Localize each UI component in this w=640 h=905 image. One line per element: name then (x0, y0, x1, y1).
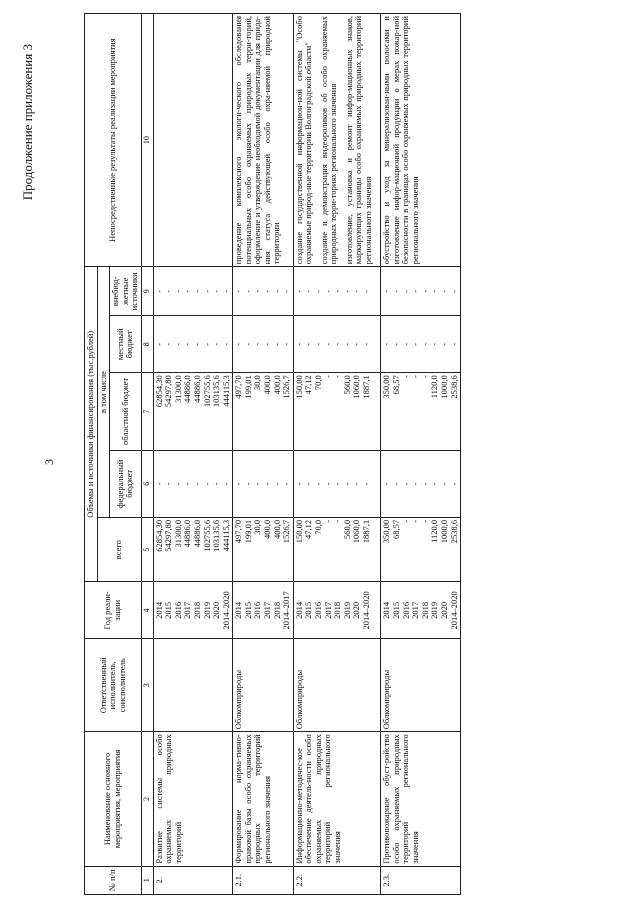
extra-budget-value: - (361, 289, 371, 293)
regional-value: - (332, 375, 343, 379)
extra-budget-value: - (191, 289, 202, 293)
regional-cell (293, 373, 381, 451)
regional-value: 70,0 (313, 375, 324, 391)
federal-value: - (211, 482, 222, 486)
total-value: 102755,6 (201, 519, 212, 552)
header-num: № п/п (85, 866, 142, 894)
local-value: - (361, 342, 371, 346)
local-value: - (262, 342, 273, 346)
total-value: 44886,0 (191, 519, 202, 548)
header-funding: Объемы и источники финансирования (тыс.рублей) (85, 267, 98, 582)
extra-budget-value: - (163, 289, 174, 293)
local-value: - (351, 342, 362, 346)
local-value: - (163, 342, 174, 346)
local-value: - (439, 342, 450, 346)
total-cell (381, 517, 461, 582)
header-name: Наименование основного мероприятия, мероприятия (85, 732, 142, 866)
year-value: 2014–2020 (220, 591, 231, 630)
local-value: - (410, 342, 421, 346)
local-value: - (303, 342, 314, 346)
local-value: - (381, 342, 392, 346)
result-cell (233, 14, 294, 267)
index-cell: 4 (141, 582, 153, 639)
local-cell (153, 316, 233, 373)
year-value: 2017 (410, 601, 421, 619)
extra-budget-value: - (419, 289, 430, 293)
year-value: 2014 (233, 601, 244, 619)
regional-value: 497,70 (233, 375, 244, 399)
regional-value: 62854,30 (153, 375, 164, 408)
measure-name: Формирование норма-тивно-правовой базы особо охраняемых природных территорий регионального значения (233, 732, 294, 866)
total-cell (293, 517, 381, 582)
extra-budget-value: - (341, 289, 352, 293)
local-value: - (313, 342, 324, 346)
year-value: 2019 (341, 601, 352, 619)
header-resp: Ответственный исполнитель, соисполнитель (85, 639, 142, 732)
federal-value: - (163, 482, 174, 486)
year-value: 2014 (293, 601, 304, 619)
regional-cell (233, 373, 294, 451)
regional-value: 199,01 (242, 375, 253, 399)
year-value: 2016 (252, 601, 263, 619)
years-cell (153, 582, 233, 639)
local-value: - (172, 342, 183, 346)
extra-budget-value: - (220, 289, 231, 293)
extra-budget-value: - (391, 289, 402, 293)
federal-value: - (172, 482, 183, 486)
row-number: 2.1. (233, 866, 294, 894)
local-value: - (391, 342, 402, 346)
header-incl: в том числе (97, 267, 110, 518)
extra-budget-value: - (242, 289, 253, 293)
extra-budget-cell (381, 267, 461, 316)
federal-value: - (429, 482, 440, 486)
federal-value: - (313, 482, 324, 486)
total-value: 199,01 (242, 519, 253, 544)
federal-value: - (182, 482, 193, 486)
extra-budget-value: - (271, 289, 282, 293)
index-cell: 2 (141, 732, 153, 866)
index-cell: 10 (141, 14, 153, 267)
total-value: 1887,1 (361, 519, 371, 544)
total-value: 103135,6 (211, 519, 222, 552)
year-value: 2018 (419, 601, 430, 619)
appendix-title: Продолжение приложения 3 (20, 44, 35, 201)
total-value: 1000,0 (439, 519, 450, 544)
extra-budget-value: - (439, 289, 450, 293)
year-value: 2017 (182, 601, 193, 619)
responsible-executor (153, 639, 233, 732)
federal-cell (293, 450, 381, 517)
local-value: - (293, 342, 304, 346)
federal-value: - (332, 482, 343, 486)
total-value: 444115,3 (220, 519, 231, 552)
year-value: 2018 (271, 601, 282, 619)
measure-name: Информационно-методичес-кое обеспечение деятель-ности особо охраняемых природных территорий регионального значения (293, 732, 381, 866)
federal-value: - (400, 482, 411, 486)
responsible-executor: Облкомприроды (293, 639, 381, 732)
year-value: 2014 (153, 601, 164, 619)
total-value: 54297,80 (163, 519, 174, 552)
regional-value: 30,0 (252, 375, 263, 391)
federal-value: - (281, 482, 292, 486)
year-value: 2015 (163, 601, 174, 619)
year-value: 2019 (201, 601, 212, 619)
federal-cell (381, 450, 461, 517)
row-number: 2.3. (381, 866, 461, 894)
regional-value: 400,0 (271, 375, 282, 395)
regional-value: 1120,0 (429, 375, 440, 399)
local-value: - (242, 342, 253, 346)
total-value: 2538,6 (448, 519, 459, 544)
total-value: 1060,0 (351, 519, 362, 544)
year-value: 2017 (322, 601, 333, 619)
index-cell: 7 (141, 373, 153, 451)
extra-budget-cell (293, 267, 381, 316)
extra-budget-value: - (400, 289, 411, 293)
year-value: 2016 (172, 601, 183, 619)
total-value: 150,00 (293, 519, 304, 544)
total-value: 400,0 (271, 519, 282, 539)
total-value: 30,0 (252, 519, 263, 535)
regional-value: 400,0 (262, 375, 273, 395)
federal-value: - (271, 482, 282, 486)
federal-value: - (381, 482, 392, 486)
federal-value: - (448, 482, 459, 486)
regional-value: - (419, 375, 430, 379)
year-value: 2016 (313, 601, 324, 619)
regional-value: - (400, 375, 411, 379)
federal-value: - (341, 482, 352, 486)
regional-value: 103135,6 (211, 375, 222, 408)
year-value: 2014 (381, 601, 392, 619)
total-value: 44886,0 (182, 519, 193, 548)
local-value: - (201, 342, 212, 346)
regional-value: 444115,3 (220, 375, 231, 407)
total-value: - (332, 519, 343, 523)
federal-value: - (439, 482, 450, 486)
regional-cell (381, 373, 461, 451)
local-value: - (332, 342, 343, 346)
year-value: 2015 (242, 601, 253, 619)
index-cell: 3 (141, 639, 153, 732)
local-value: - (211, 342, 222, 346)
total-value: - (410, 519, 421, 523)
total-cell (153, 517, 233, 582)
year-value: 2014–2020 (448, 591, 459, 630)
federal-cell (153, 450, 233, 517)
total-value: - (400, 519, 411, 523)
header-ext: внебюд-жетные источники (110, 267, 142, 316)
total-cell (233, 517, 294, 582)
federal-value: - (242, 482, 253, 486)
total-value: - (419, 519, 430, 523)
federal-value: - (153, 482, 164, 486)
extra-budget-value: - (410, 289, 421, 293)
year-value: 2020 (351, 601, 362, 619)
extra-budget-value: - (172, 289, 183, 293)
measure-name: Развитие системы особо охраняемых природных территорий (153, 732, 233, 866)
years-cell (381, 582, 461, 639)
local-value: - (322, 342, 333, 346)
year-value: 2015 (303, 601, 314, 619)
extra-budget-value: - (252, 289, 263, 293)
header-fed: федеральный бюджет (110, 450, 142, 517)
local-value: - (281, 342, 292, 346)
total-value: 400,0 (262, 519, 273, 539)
header-result: Непосредственные результаты реализации мероприятия (85, 14, 142, 267)
federal-cell (233, 450, 294, 517)
extra-budget-value: - (448, 289, 459, 293)
extra-budget-value: - (351, 289, 362, 293)
local-cell (233, 316, 294, 373)
year-value: 2020 (439, 601, 450, 619)
extra-budget-value: - (322, 289, 333, 293)
regional-value: 44886,0 (191, 375, 202, 403)
regional-value: 1000,0 (439, 375, 450, 399)
total-value: - (322, 519, 333, 523)
index-cell: 6 (141, 450, 153, 517)
regional-value: 31300,0 (172, 375, 183, 403)
extra-budget-cell (233, 267, 294, 316)
regional-value: 1526,7 (281, 375, 292, 399)
total-value: 68,57 (391, 519, 402, 539)
extra-budget-value: - (233, 289, 244, 293)
regional-value: - (322, 375, 333, 379)
local-value: - (153, 342, 164, 346)
years-cell (293, 582, 381, 639)
extra-budget-value: - (153, 289, 164, 293)
regional-value: 2538,6 (448, 375, 459, 399)
year-value: 2020 (211, 601, 222, 619)
total-value: 350,00 (381, 519, 392, 544)
regional-value: 1887,1 (361, 375, 371, 399)
extra-budget-value: - (281, 289, 292, 293)
page-number: 3 (42, 459, 56, 465)
measure-name: Противопожарное обуст-ройство особо охраняемых природных территорий регионального значения (381, 732, 461, 866)
index-row (141, 14, 153, 895)
result-cell (153, 14, 233, 267)
local-value: - (191, 342, 202, 346)
year-value: 2018 (332, 601, 343, 619)
header-reg: областной бюджет (110, 373, 142, 451)
row-number: 2.2. (293, 866, 381, 894)
extra-budget-value: - (332, 289, 343, 293)
local-value: - (429, 342, 440, 346)
federal-value: - (233, 482, 244, 486)
regional-value: - (410, 375, 421, 379)
result-paragraph: создание государственной информацион-ной системы "Особо охраняемые природ-ные территории Волгоградской области" (293, 16, 314, 265)
year-value: 2014–2017 (281, 591, 292, 630)
federal-value: - (252, 482, 263, 486)
regional-value: 47,12 (303, 375, 314, 395)
regional-value: 102755,6 (201, 375, 212, 408)
extra-budget-value: - (429, 289, 440, 293)
header-loc: местный бюджет (110, 316, 142, 373)
federal-value: - (191, 482, 202, 486)
extra-budget-value: - (211, 289, 222, 293)
table-row (153, 14, 233, 895)
local-value: - (400, 342, 411, 346)
result-cell (381, 14, 461, 267)
table-row (381, 14, 461, 895)
year-value: 2019 (429, 601, 440, 619)
header-total: всего (97, 517, 141, 582)
regional-cell (153, 373, 233, 451)
federal-value: - (410, 482, 421, 486)
federal-value: - (391, 482, 402, 486)
federal-value: - (201, 482, 212, 486)
local-cell (381, 316, 461, 373)
total-value: 31300,0 (172, 519, 183, 548)
index-cell: 8 (141, 316, 153, 373)
index-cell: 9 (141, 267, 153, 316)
local-value: - (341, 342, 352, 346)
table-row (293, 14, 381, 895)
year-value: 2017 (262, 601, 273, 619)
extra-budget-value: - (201, 289, 212, 293)
header-year: Год реали-зации (85, 582, 142, 639)
regional-value: 150,00 (293, 375, 304, 399)
result-paragraph: проведение комплексного экологи-ческого обследования потенциальных особо охраняемых природных терри-торий, оформление и утверждение необходимой документации для прида-ния статуса действующей особо охра-няемой природной территории (233, 16, 282, 265)
total-value: 1526,7 (281, 519, 292, 544)
index-cell: 5 (141, 517, 153, 582)
years-cell (233, 582, 294, 639)
regional-value: 44886,0 (182, 375, 193, 403)
federal-value: - (262, 482, 273, 486)
year-value: 2015 (391, 601, 402, 619)
regional-value: 68,57 (391, 375, 402, 395)
federal-value: - (361, 482, 371, 486)
extra-budget-value: - (303, 289, 314, 293)
total-value: 70,0 (313, 519, 324, 535)
result-paragraph: создание и демонстрация видеороликов об особо охраняемых природных терри-ториях регионального значения (318, 16, 339, 265)
extra-budget-cell (153, 267, 233, 316)
year-value: 2018 (191, 601, 202, 619)
extra-budget-value: - (313, 289, 324, 293)
result-cell (293, 14, 381, 267)
year-value: 2014–2020 (361, 591, 371, 630)
federal-value: - (303, 482, 314, 486)
local-value: - (448, 342, 459, 346)
local-value: - (182, 342, 193, 346)
regional-value: 560,0 (341, 375, 352, 395)
total-value: 560,0 (341, 519, 352, 539)
federal-value: - (293, 482, 304, 486)
row-number: 2. (153, 866, 233, 894)
year-value: 2016 (400, 601, 411, 619)
extra-budget-value: - (293, 289, 304, 293)
regional-value: 1060,0 (351, 375, 362, 399)
local-value: - (419, 342, 430, 346)
extra-budget-value: - (381, 289, 392, 293)
regional-value: 350,00 (381, 375, 392, 399)
result-paragraph: обустройство и уход за минерализован-ными полосами и изготовление инфор-мационной продукции о мерах пожар-ной безопасности в границах особо охраняемых природных территорий регионального значения (381, 16, 420, 265)
local-value: - (233, 342, 244, 346)
table-row (233, 14, 294, 895)
local-value: - (271, 342, 282, 346)
result-paragraph: изготовление, установка и ремонт инфор-мационных знаков, маркирующих границы особо охраняемых природных территорий регионального значения (343, 16, 373, 265)
total-value: 1120,0 (429, 519, 440, 543)
local-value: - (252, 342, 263, 346)
total-value: 47,12 (303, 519, 314, 539)
responsible-executor: Облкомприроды (233, 639, 294, 732)
program-table (84, 13, 461, 895)
responsible-executor: Облкомприроды (381, 639, 461, 732)
extra-budget-value: - (182, 289, 193, 293)
federal-value: - (419, 482, 430, 486)
total-value: 497,70 (233, 519, 244, 544)
total-value: 62854,30 (153, 519, 164, 552)
federal-value: - (220, 482, 231, 486)
index-cell: 1 (141, 866, 153, 894)
federal-value: - (351, 482, 362, 486)
extra-budget-value: - (262, 289, 273, 293)
federal-value: - (322, 482, 333, 486)
local-cell (293, 316, 381, 373)
regional-value: 54297,80 (163, 375, 174, 408)
local-value: - (220, 342, 231, 346)
